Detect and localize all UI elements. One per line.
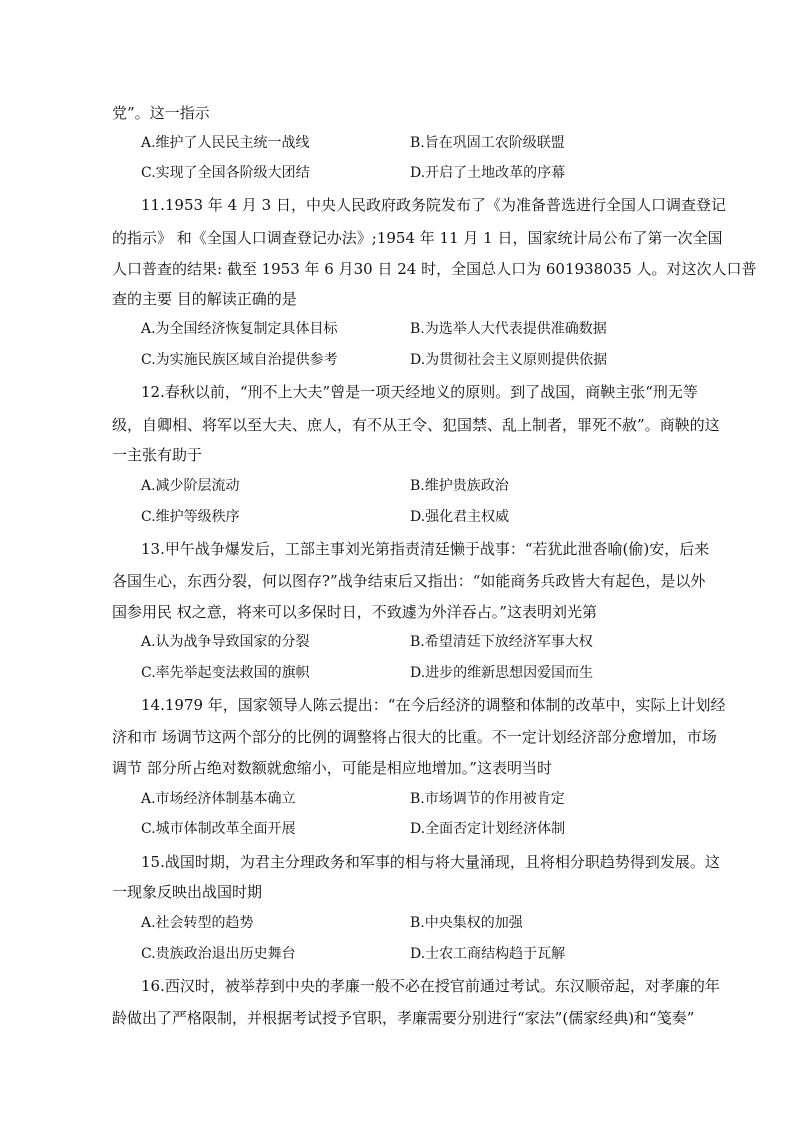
q10-option-c: C.实现了全国各阶级大团结 [141,165,310,181]
q10-option-b: B.旨在巩固工农阶级联盟 [410,135,565,151]
q11-stem-line-1: 11.1953 年 4 月 3 日，中央人民政府政务院发布了《为准备普选进行全国人口调查登记 [141,196,726,214]
q14-option-b: B.市场调节的作用被肯定 [410,791,565,807]
q11-option-c: C.为实施民族区域自治提供参考 [141,352,338,368]
q11-stem-line-2: 的指示》 和《全国人口调查登记办法》;1954 年 11 月 1 日，国家统计局公布了第一次全国 [112,229,723,247]
q12-option-d: D.强化君主权威 [410,509,510,525]
q16-stem-line-1: 16.西汉时，被举荐到中央的孝廉一般不必在授官前通过考试。东汉顺帝起，对孝廉的年 [141,977,720,995]
q12-stem-line-1: 12.春秋以前，“刑不上大夫”曾是一项天经地义的原则。到了战国，商鞅主张“刑无等 [141,383,698,401]
q12-option-c: C.维护等级秩序 [141,509,240,525]
q11-option-a: A.为全国经济恢复制定具体目标 [141,321,338,337]
q11-stem-line-4: 查的主要 目的解读正确的是 [112,290,297,308]
q13-option-d: D.进步的维新思想因爱国而生 [410,665,594,681]
q15-option-a: A.社会转型的趋势 [141,915,254,931]
q13-stem-line-3: 国参用民 权之意，将来可以多保时日，不致遽为外洋吞占。”这表明刘光第 [112,603,597,621]
q14-stem-line-3: 调节 部分所占绝对数额就愈缩小，可能是相应地增加。”这表明当时 [112,759,552,777]
q15-option-c: C.贵族政治退出历史舞台 [141,946,296,962]
q13-stem-line-1: 13.甲午战争爆发后，工部主事刘光第指责清廷懒于战事：“若犹此泄沓喻(偷)安，后来 [141,540,710,558]
q10-option-d: D.开启了土地改革的序幕 [410,165,566,181]
q11-option-d: D.为贯彻社会主义原则提供依据 [410,352,608,368]
q14-option-a: A.市场经济体制基本确立 [141,791,296,807]
q14-option-d: D.全面否定计划经济体制 [410,821,566,837]
q12-stem-line-3: 一主张有助于 [112,446,203,464]
q13-option-c: C.率先举起变法救国的旗帜 [141,665,310,681]
q10-option-a: A.维护了人民民主统一战线 [141,135,310,151]
q14-option-c: C.城市体制改革全面开展 [141,821,296,837]
q15-stem-line-2: 一现象反映出战国时期 [112,883,263,901]
q15-option-b: B.中央集权的加强 [410,915,523,931]
q13-stem-line-2: 各国生心，东西分裂，何以图存?”战争结束后又指出：“如能商务兵政皆大有起色，是以外 [112,572,706,590]
q12-option-b: B.维护贵族政治 [410,478,509,494]
q16-stem-line-2: 龄做出了严格限制，并根据考试授予官职，孝廉需要分别进行“家法”(儒家经典)和“笺奏” [112,1009,695,1027]
q13-option-a: A.认为战争导致国家的分裂 [141,634,310,650]
q15-stem-line-1: 15.战国时期，为君主分理政务和军事的相与将大量涌现，且将相分职趋势得到发展。这 [141,853,720,871]
q12-stem-line-2: 级，自卿相、将军以至大夫、庶人，有不从王令、犯国禁、乱上制者，罪死不赦”。商鞅的这 [112,416,720,434]
q11-stem-line-3: 人口普查的结果: 截至 1953 年 6 月30 日 24 时，全国总人口为 601938035 人。对这次人口普 [112,260,757,278]
q11-option-b: B.为选举人大代表提供准确数据 [410,321,607,337]
question-10-stem-tail: 党”。这一指示 [112,104,210,122]
q15-option-d: D.士农工商结构趋于瓦解 [410,946,566,962]
q14-stem-line-1: 14.1979 年，国家领导人陈云提出：“在今后经济的调整和体制的改革中，实际上计划经 [141,696,726,714]
q12-option-a: A.减少阶层流动 [141,478,240,494]
q13-option-b: B.希望清廷下放经济军事大权 [410,634,593,650]
q14-stem-line-2: 济和市 场调节这两个部分的比例的调整将占很大的比重。不一定计划经济部分愈增加，市场 [112,728,717,746]
